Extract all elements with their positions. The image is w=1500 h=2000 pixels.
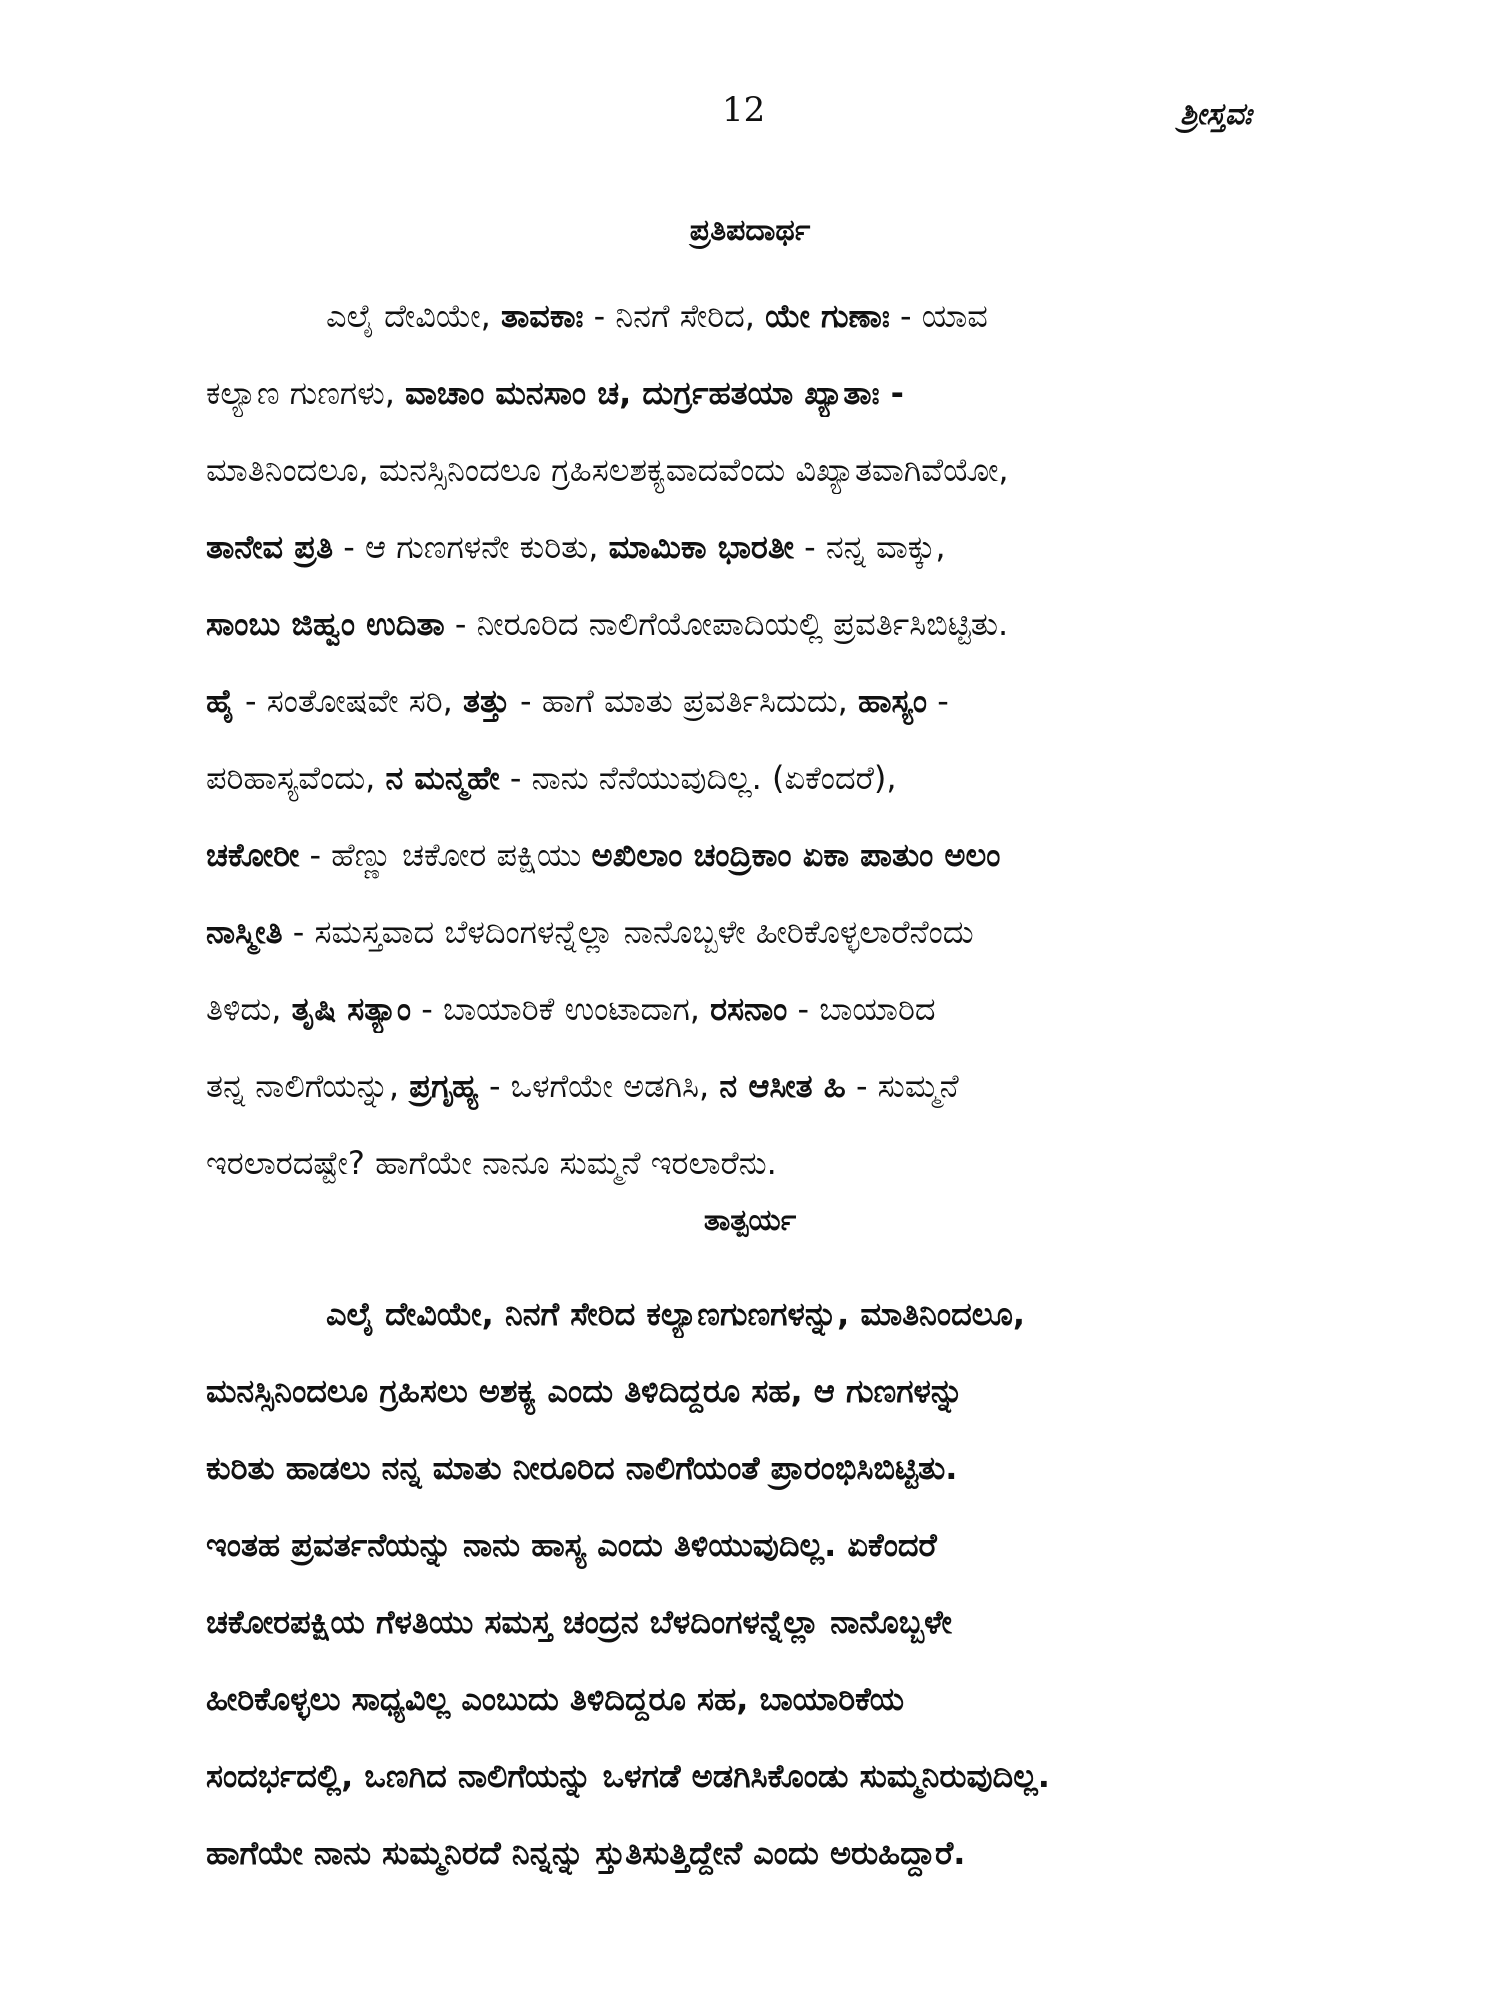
meaning-line (206, 677, 1286, 725)
gloss-text: ತನ್ನ ನಾಲಿಗೆಯನ್ನು, (206, 1067, 410, 1105)
gloss-text: - ಆ ಗುಣಗಳನೇ ಕುರಿತು, (333, 528, 609, 566)
gloss-text: - ನಾನು ನೆನೆಯುವುದಿಲ್ಲ. (ಏಕೆಂದರೆ), (499, 759, 897, 797)
summary-line: ಎಲೈ ದೇವಿಯೇ, ನಿನಗೆ ಸೇರಿದ ಕಲ್ಯಾಣಗುಣಗಳನ್ನು, ಮಾತಿನಿಂದಲೂ, (326, 1295, 1026, 1333)
summary-line: ಕುರಿತು ಹಾಡಲು ನನ್ನ ಮಾತು ನೀರೂರಿದ ನಾಲಿಗೆಯಂತೆ ಪ್ರಾರಂಭಿಸಿಬಿಟ್ಟಿತು. (206, 1449, 958, 1487)
meaning-line (206, 831, 1286, 879)
gloss-text: - (927, 682, 949, 720)
term-word: ಮಾಮಿಕಾ ಭಾರತೀ (608, 528, 794, 566)
gloss-text: ಇರಲಾರದಷ್ಟೇ? ಹಾಗೆಯೇ ನಾನೂ ಸುಮ್ಮನೆ ಇರಲಾರೆನು. (206, 1144, 777, 1182)
gloss-text: ಮಾತಿನಿಂದಲೂ, ಮನಸ್ಸಿನಿಂದಲೂ ಗ್ರಹಿಸಲಶಕ್ಯವಾದವೆಂದು ವಿಖ್ಯಾತವಾಗಿವೆಯೋ, (206, 451, 1009, 489)
gloss-text: - ಯಾವ (889, 297, 988, 335)
term-word: ತತ್ತು (462, 682, 510, 720)
gloss-text: - ನಿನಗೆ ಸೇರಿದ, (583, 297, 766, 335)
summary-line: ಸಂದರ್ಭದಲ್ಲಿ, ಒಣಗಿದ ನಾಲಿಗೆಯನ್ನು ಒಳಗಡೆ ಅಡಗಿಸಿಕೊಂಡು ಸುಮ್ಮನಿರುವುದಿಲ್ಲ. (206, 1757, 1050, 1795)
term-word: ಹಾಸ್ಯಂ (858, 682, 928, 720)
term-word: ಹೈ (206, 682, 235, 720)
summary-line: ಚಕೋರಪಕ್ಷಿಯ ಗೆಳತಿಯು ಸಮಸ್ತ ಚಂದ್ರನ ಬೆಳದಿಂಗಳನ್ನೆಲ್ಲಾ ನಾನೊಬ್ಬಳೇ (206, 1603, 952, 1641)
gloss-text: - ಹಾಗೆ ಮಾತು ಪ್ರವರ್ತಿಸಿದುದು, (509, 682, 859, 720)
gloss-text: - ಸಮಸ್ತವಾದ ಬೆಳದಿಂಗಳನ್ನೆಲ್ಲಾ ನಾನೊಬ್ಬಳೇ ಹೀರಿಕೊಳ್ಳಲಾರೆನೆಂದು (282, 913, 974, 951)
summary-line: ಇಂತಹ ಪ್ರವರ್ತನೆಯನ್ನು ನಾನು ಹಾಸ್ಯ ಎಂದು ತಿಳಿಯುವುದಿಲ್ಲ. ಏಕೆಂದರೆ (206, 1526, 937, 1564)
summary-heading: ತಾತ್ಪರ್ಯ (703, 1203, 797, 1238)
term-word: ಚಕೋರೀ (206, 836, 300, 874)
gloss-text: - ಬಾಯಾರಿದ (787, 990, 936, 1028)
page-number: 12 (722, 90, 766, 130)
gloss-text: - ಸುಮ್ಮನೆ (845, 1067, 959, 1105)
gloss-text: - ಒಳಗೆಯೇ ಅಡಗಿಸಿ, (478, 1067, 720, 1105)
gloss-text: - ಹೆಣ್ಣು ಚಕೋರ ಪಕ್ಷಿಯು (299, 836, 592, 874)
gloss-text: - ಬಾಯಾರಿಕೆ ಉಂಟಾದಾಗ, (411, 990, 711, 1028)
term-word: ನ ಆಸೀತ ಹಿ (719, 1067, 846, 1105)
term-word: ನ ಮನ್ಮಹೇ (385, 759, 500, 797)
summary-line: ಹಾಗೆಯೇ ನಾನು ಸುಮ್ಮನಿರದೆ ನಿನ್ನನ್ನು ಸ್ತುತಿಸುತ್ತಿದ್ದೇನೆ ಎಂದು ಅರುಹಿದ್ದಾರೆ. (206, 1834, 966, 1872)
meaning-line (206, 1139, 1286, 1187)
term-word: ಯೇ ಗುಣಾಃ (765, 297, 890, 335)
meaning-line (206, 985, 1286, 1033)
term-word: ವಾಚಾಂ ಮನಸಾಂ ಚ, ದುರ್ಗ್ರಹತಯಾ ಖ್ಯಾತಾಃ - (405, 374, 904, 412)
summary-line: ಹೀರಿಕೊಳ್ಳಲು ಸಾಧ್ಯವಿಲ್ಲ ಎಂಬುದು ತಿಳಿದಿದ್ದರೂ ಸಹ, ಬಾಯಾರಿಕೆಯ (206, 1680, 905, 1718)
summary-line: ಮನಸ್ಸಿನಿಂದಲೂ ಗ್ರಹಿಸಲು ಅಶಕ್ಯ ಎಂದು ತಿಳಿದಿದ್ದರೂ ಸಹ, ಆ ಗುಣಗಳನ್ನು (206, 1372, 964, 1410)
term-word: ನಾಸ್ಮೀತಿ (206, 913, 283, 951)
meaning-line (206, 1062, 1286, 1110)
term-word: ಸಾಂಬು ಜಿಹ್ವಂ ಉದಿತಾ (206, 605, 445, 643)
meaning-line (206, 600, 1286, 648)
running-title: ಶ್ರೀಸ್ತವಃ (1180, 97, 1252, 132)
gloss-text: ಪರಿಹಾಸ್ಯವೆಂದು, (206, 759, 386, 797)
term-word: ರಸನಾಂ (710, 990, 788, 1028)
meaning-line (206, 446, 1286, 494)
term-word: ಅಖಿಲಾಂ ಚಂದ್ರಿಕಾಂ ಏಕಾ ಪಾತುಂ ಅಲಂ (591, 836, 1001, 874)
term-word: ತಾವಕಾಃ (501, 297, 584, 335)
meaning-heading: ಪ್ರತಿಪದಾರ್ಥ (689, 213, 811, 248)
term-word: ತೃಷಿ ಸತ್ಯಾಂ (291, 990, 412, 1028)
term-word: ತಾನೇವ ಪ್ರತಿ (206, 528, 334, 566)
meaning-line (206, 369, 1286, 417)
gloss-text: ಎಲೈ ದೇವಿಯೇ, (326, 297, 502, 335)
gloss-text: ಕಲ್ಯಾಣ ಗುಣಗಳು, (206, 374, 406, 412)
meaning-line (206, 908, 1286, 956)
gloss-text: - ನೀರೂರಿದ ನಾಲಿಗೆಯೋಪಾದಿಯಲ್ಲಿ ಪ್ರವರ್ತಿಸಿಬಿಟ್ಟಿತು. (444, 605, 1009, 643)
meaning-line (326, 292, 1286, 340)
meaning-line (206, 523, 1286, 571)
meaning-line (206, 754, 1286, 802)
term-word: ಪ್ರಗೃಹ್ಯ (409, 1067, 479, 1105)
gloss-text: - ಸಂತೋಷವೇ ಸರಿ, (234, 682, 463, 720)
gloss-text: - ನನ್ನ ವಾಕ್ಕು, (794, 528, 946, 566)
gloss-text: ತಿಳಿದು, (206, 990, 292, 1028)
